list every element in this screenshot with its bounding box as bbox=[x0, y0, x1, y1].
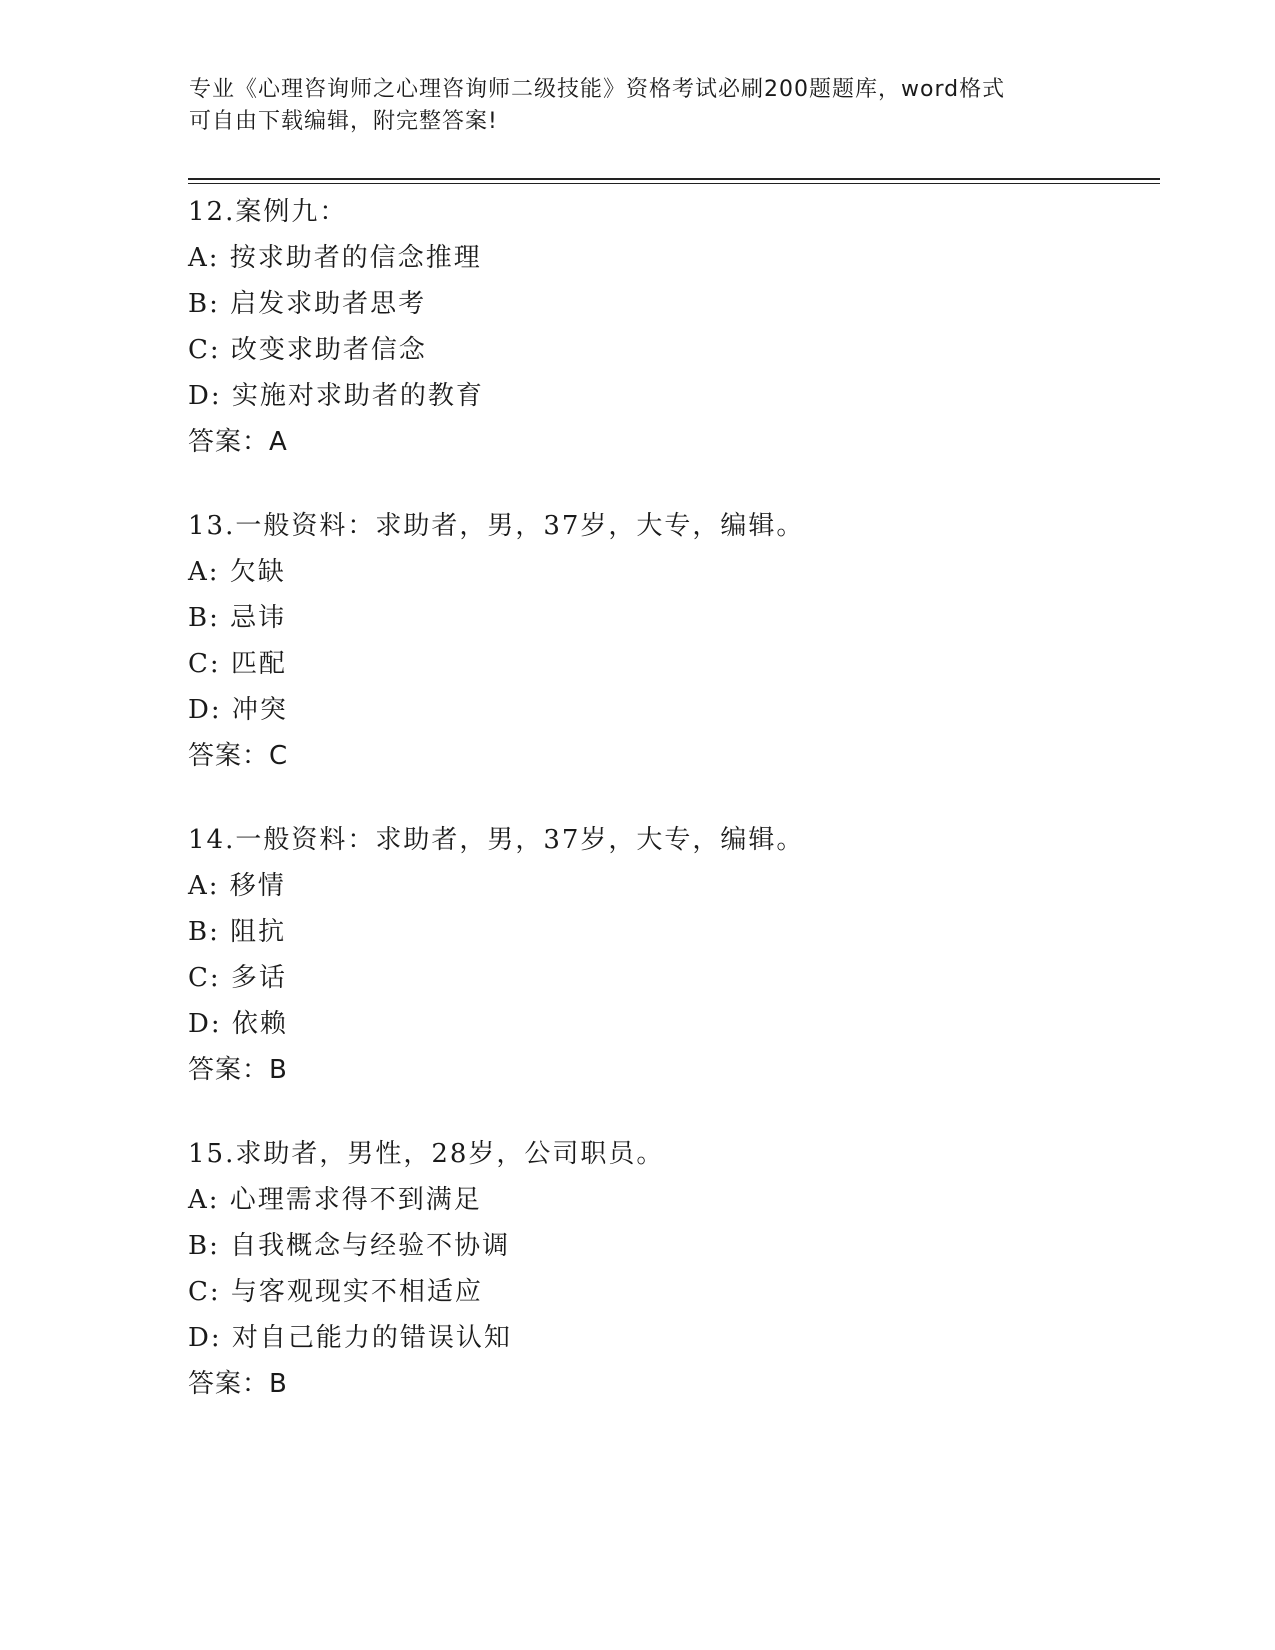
option-d: D: 依赖 bbox=[188, 1009, 288, 1039]
question-15 bbox=[188, 1131, 1148, 1407]
option-a: A: 按求助者的信念推理 bbox=[188, 243, 482, 273]
question-stem: 15.求助者，男性，28岁，公司职员。 bbox=[188, 1139, 665, 1169]
question-stem: 12.案例九： bbox=[188, 197, 348, 227]
header-divider-thin bbox=[188, 183, 1160, 184]
option-a: A: 欠缺 bbox=[188, 557, 286, 587]
option-d: D: 实施对求助者的教育 bbox=[188, 381, 484, 411]
option-b: B: 启发求助者思考 bbox=[188, 289, 427, 319]
option-b: B: 自我概念与经验不协调 bbox=[188, 1231, 511, 1261]
option-d: D: 对自己能力的错误认知 bbox=[188, 1323, 512, 1353]
header-divider-thick bbox=[188, 178, 1160, 180]
answer-text: 答案：C bbox=[188, 741, 289, 771]
option-a: A: 移情 bbox=[188, 871, 286, 901]
option-c: C: 与客观现实不相适应 bbox=[188, 1277, 483, 1307]
header-line-2: 可自由下载编辑，附完整答案! bbox=[189, 109, 498, 134]
option-c: C: 匹配 bbox=[188, 649, 287, 679]
question-13 bbox=[188, 503, 1148, 779]
option-b: B: 阻抗 bbox=[188, 917, 287, 947]
question-12 bbox=[188, 189, 1148, 465]
question-stem: 14.一般资料：求助者，男，37岁，大专，编辑。 bbox=[188, 825, 805, 855]
document-header bbox=[189, 74, 1069, 138]
question-14 bbox=[188, 817, 1148, 1093]
header-line-1: 专业《心理咨询师之心理咨询师二级技能》资格考试必刷200题题库，word格式 bbox=[189, 77, 1006, 102]
option-a: A: 心理需求得不到满足 bbox=[188, 1185, 482, 1215]
option-b: B: 忌讳 bbox=[188, 603, 287, 633]
answer-text: 答案：A bbox=[188, 427, 288, 457]
answer-text: 答案：B bbox=[188, 1055, 288, 1085]
option-c: C: 多话 bbox=[188, 963, 287, 993]
question-list bbox=[188, 189, 1148, 1445]
question-stem: 13.一般资料：求助者，男，37岁，大专，编辑。 bbox=[188, 511, 805, 541]
answer-text: 答案：B bbox=[188, 1369, 288, 1399]
option-d: D: 冲突 bbox=[188, 695, 288, 725]
option-c: C: 改变求助者信念 bbox=[188, 335, 427, 365]
